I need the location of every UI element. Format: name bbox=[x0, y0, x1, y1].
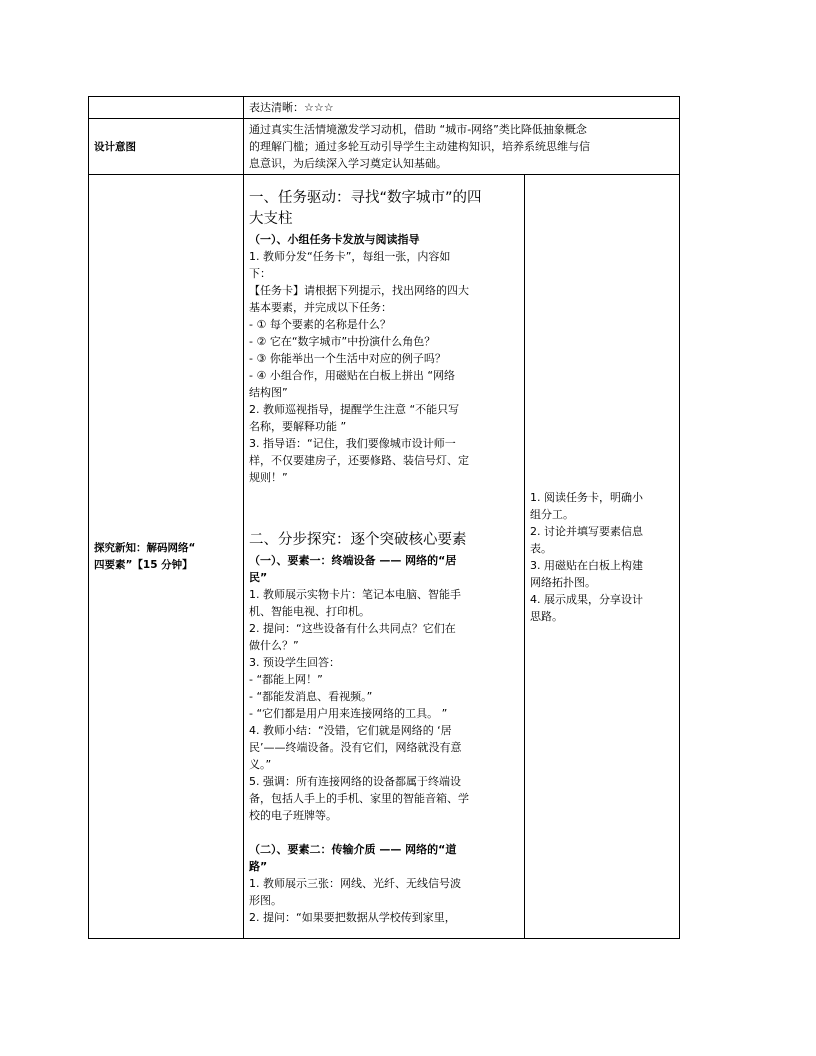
section2-line: - “它们都是用户用来连接网络的工具。 ” bbox=[249, 707, 448, 720]
teacher-activity-cell bbox=[244, 175, 525, 939]
section2-sub1-line: 民” bbox=[249, 571, 268, 584]
section2-line: 4. 教师小结：“没错，它们就是网络的 ‘居 bbox=[249, 724, 452, 737]
section1-line: 下： bbox=[249, 267, 271, 280]
design-intent-row bbox=[89, 119, 680, 175]
section1-line: 样，不仅要建房子，还要修路、装信号灯、定 bbox=[249, 454, 469, 467]
section1-subtitle: （一）、小组任务卡发放与阅读指导 bbox=[249, 233, 420, 246]
student-line: 3. 用磁贴在白板上构建 bbox=[530, 558, 643, 572]
design-intent-label-cell bbox=[89, 119, 244, 175]
section2-line: 5. 强调：所有连接网络的设备都属于终端设 bbox=[249, 775, 461, 788]
section1-title-line: 一、任务驱动：寻找“数字城市”的四 bbox=[249, 190, 482, 206]
student-line: 组分工。 bbox=[530, 507, 574, 521]
section1-line: 名称，要解释功能 ” bbox=[249, 420, 347, 433]
section2-line: 2. 提问：“这些设备有什么共同点？它们在 bbox=[249, 622, 456, 635]
section1-line: 3. 指导语：“记住，我们要像城市设计师一 bbox=[249, 437, 456, 450]
lesson-plan-table bbox=[88, 96, 680, 939]
design-intent-line: 息意识，为后续深入学习奠定认知基础。 bbox=[249, 157, 447, 170]
section2-line: - “都能上网！” bbox=[249, 673, 323, 686]
spacer bbox=[249, 824, 519, 841]
section2-line: 民’——终端设备。没有它们，网络就没有意 bbox=[249, 741, 462, 754]
student-line: 4. 展示成果，分享设计 bbox=[530, 592, 643, 606]
design-intent-line: 的理解门槛；通过多轮互动引导学生主动建构知识，培养系统思维与信 bbox=[249, 140, 590, 153]
evaluation-text: 表达清晰：☆☆☆ bbox=[244, 97, 680, 119]
student-activity-cell bbox=[525, 175, 680, 939]
explore-row bbox=[89, 175, 680, 939]
section2-sub1 bbox=[249, 552, 519, 586]
spacer bbox=[249, 486, 519, 526]
section2-line: 义。” bbox=[249, 758, 272, 771]
design-intent-text bbox=[244, 119, 680, 175]
section2-sub2-line: 路” bbox=[249, 860, 268, 873]
section2-line: 2. 提问：“如果要把数据从学校传到家里， bbox=[249, 911, 456, 924]
explore-label-cell bbox=[89, 175, 244, 939]
section1-line: 基本要素，并完成以下任务： bbox=[249, 301, 392, 314]
design-intent-label: 设计意图 bbox=[94, 140, 136, 153]
evaluation-row bbox=[89, 97, 680, 119]
section1-line: - ① 每个要素的名称是什么？ bbox=[249, 318, 391, 331]
section2-line: 形图。 bbox=[249, 894, 282, 907]
section2-line: 1. 教师展示实物卡片：笔记本电脑、智能手 bbox=[249, 588, 461, 601]
student-line: 表。 bbox=[530, 541, 552, 555]
student-line: 2. 讨论并填写要素信息 bbox=[530, 524, 643, 538]
section2-line: 校的电子班牌等。 bbox=[249, 809, 337, 822]
section1-title bbox=[249, 188, 519, 230]
section2-title: 二、分步探究：逐个突破核心要素 bbox=[249, 532, 467, 548]
section2-sub2-line: （二）、要素二：传输介质 —— 网络的“道 bbox=[249, 843, 457, 856]
student-line: 思路。 bbox=[530, 609, 563, 623]
design-intent-line: 通过真实生活情境激发学习动机，借助 “城市-网络”类比降低抽象概念 bbox=[249, 123, 587, 136]
explore-label-line: 四要素”【15 分钟】 bbox=[94, 558, 193, 571]
section2-line: 做什么？” bbox=[249, 639, 299, 652]
evaluation-label-cell bbox=[89, 97, 244, 119]
student-line: 1. 阅读任务卡，明确小 bbox=[530, 490, 643, 504]
section2-sub1-line: （一）、要素一：终端设备 —— 网络的“居 bbox=[249, 554, 457, 567]
section1-line: 规则！” bbox=[249, 471, 288, 484]
section1-line: - ③ 你能举出一个生活中对应的例子吗？ bbox=[249, 352, 446, 365]
section1-line: - ② 它在“数字城市”中扮演什么角色？ bbox=[249, 335, 436, 348]
section2-sub2 bbox=[249, 841, 519, 875]
explore-label-line: 探究新知：解码网络“ bbox=[94, 541, 196, 554]
section1-line: 2. 教师巡视指导，提醒学生注意 “不能只写 bbox=[249, 403, 460, 416]
section1-line: 【任务卡】请根据下列提示，找出网络的四大 bbox=[249, 284, 469, 297]
section2-line: 1. 教师展示三张：网线、光纤、无线信号波 bbox=[249, 877, 461, 890]
section2-line: - “都能发消息、看视频。” bbox=[249, 690, 373, 703]
section2-line: 机、智能电视、打印机。 bbox=[249, 605, 370, 618]
section2-line: 3. 预设学生回答： bbox=[249, 656, 340, 669]
section1-line: - ④ 小组合作，用磁贴在白板上拼出 “网络 bbox=[249, 369, 456, 382]
student-line: 网络拓扑图。 bbox=[530, 575, 596, 589]
section1-title-line: 大支柱 bbox=[249, 211, 293, 227]
section1-line: 1. 教师分发“任务卡”，每组一张，内容如 bbox=[249, 250, 451, 263]
section2-line: 备，包括人手上的手机、家里的智能音箱、学 bbox=[249, 792, 469, 805]
section1-line: 结构图” bbox=[249, 386, 288, 399]
